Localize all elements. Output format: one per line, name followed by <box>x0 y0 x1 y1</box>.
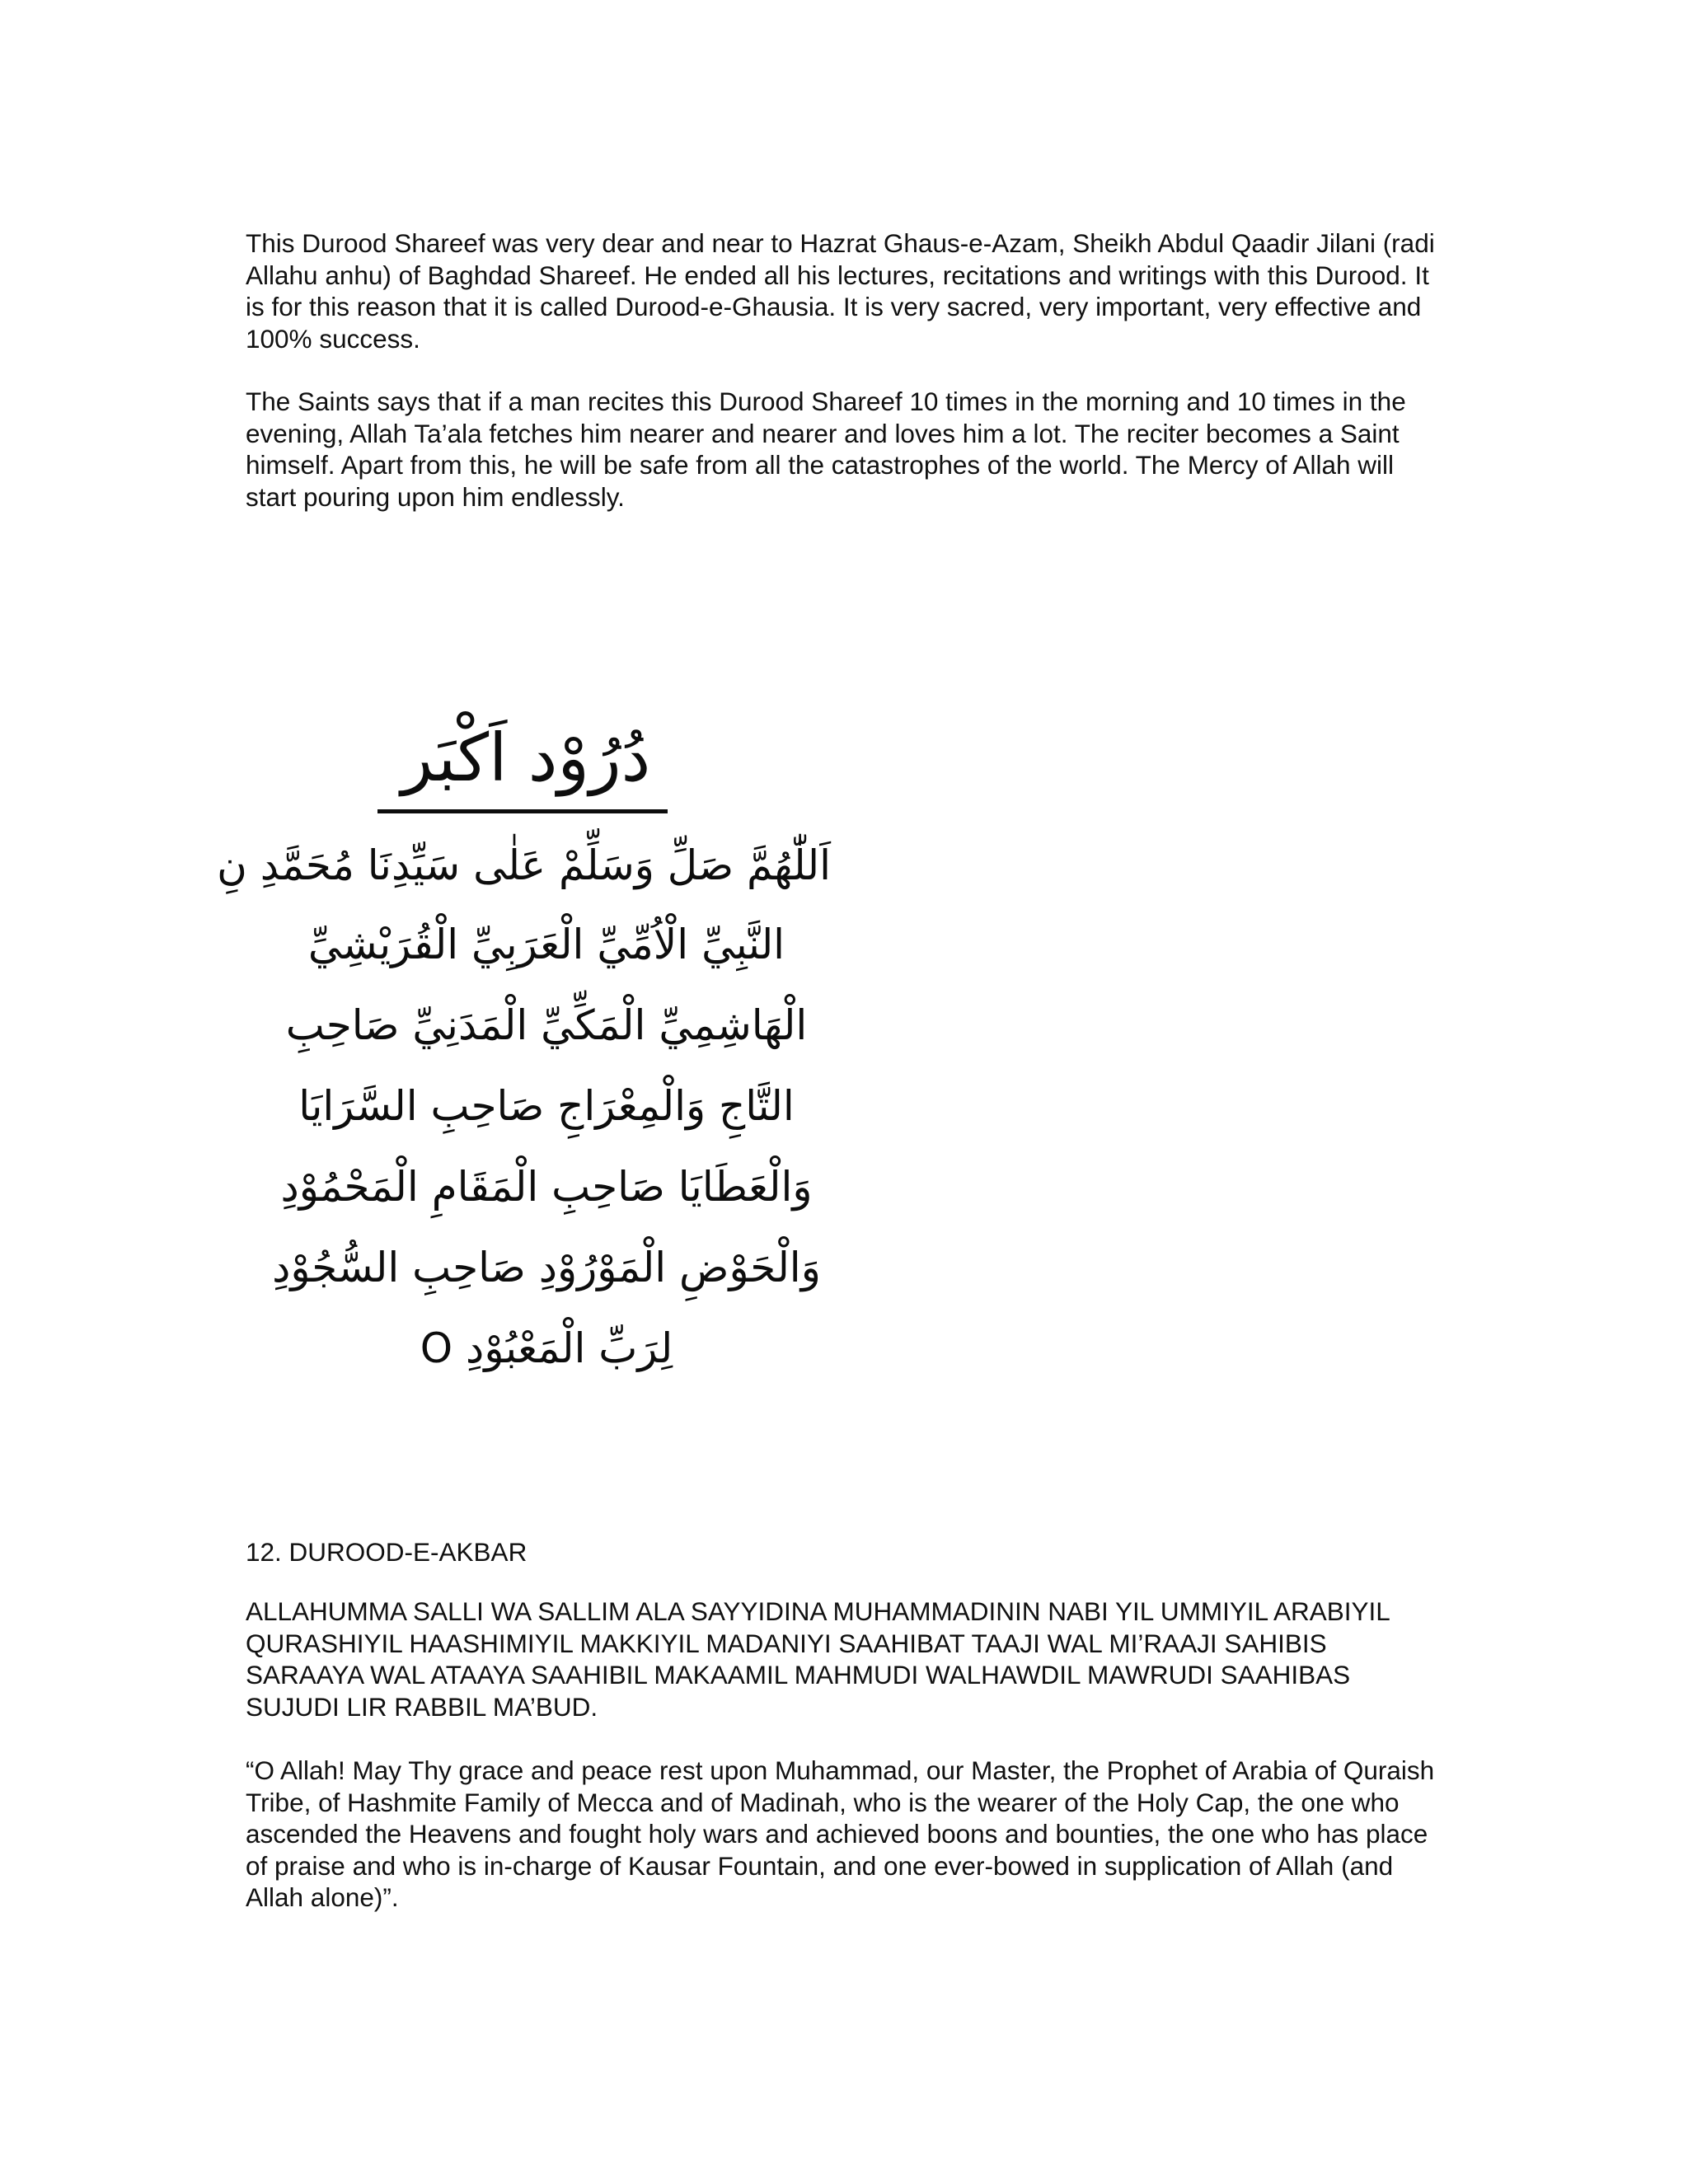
section-heading: 12. DUROOD-E-AKBAR <box>246 1537 528 1567</box>
arabic-line-1: اَللّٰهُمَّ صَلِّ وَسَلِّمْ عَلٰى سَيِّدِنَا مُحَمَّدِ نِ <box>217 841 831 889</box>
translation-paragraph: “O Allah! May Thy grace and peace rest upon Muhammad, our Master, the Prophet of Arabia of Quraish Tribe, of Hashmite Family of Mecca and of Madinah, who is the wearer of the Holy Cap, the one who ascended the Heavens and fought holy wars and achieved boons and bounties, the one who has place of praise and who is in-charge of Kausar Fountain, and one ever-bowed in supplication of Allah (and Allah alone)”. <box>246 1755 1435 1912</box>
arabic-line-2: النَّبِيِّ الْاُمِّيِّ الْعَرَبِيِّ الْقُرَيْشِيِّ <box>307 921 785 968</box>
arabic-line-4: التَّاجِ وَالْمِعْرَاجِ صَاحِبِ السَّرَايَا <box>298 1082 795 1130</box>
arabic-title: دُرُوْد اَكْبَر <box>401 719 651 796</box>
arabic-line-7: لِرَبِّ الْمَعْبُوْدِ O <box>420 1324 673 1372</box>
arabic-line-6: وَالْحَوْضِ الْمَوْرُوْدِ صَاحِبِ السُّجُوْدِ <box>272 1244 821 1291</box>
title-underline <box>377 809 668 813</box>
arabic-line-5: وَالْعَطَايَا صَاحِبِ الْمَقَامِ الْمَحْمُوْدِ <box>280 1163 813 1211</box>
intro-paragraph: This Durood Shareef was very dear and near to Hazrat Ghaus-e-Azam, Sheikh Abdul Qaadir Jilani (radi Allahu anhu) of Baghdad Shareef. He ended all his lectures, recitations and writings with this Durood. It is for this reason that it is called Durood-e-Ghausia. It is very sacred, very important, very effective and 100% success. <box>246 228 1435 354</box>
arabic-line-3: الْهَاشِمِيِّ الْمَكِّيِّ الْمَدَنِيِّ صَاحِبِ <box>285 1001 808 1049</box>
saints-paragraph: The Saints says that if a man recites this Durood Shareef 10 times in the morning and 10 times in the evening, Allah Ta’ala fetches him nearer and nearer and loves him a lot. The reciter becomes a Saint himself. Apart from this, he will be safe from all the catastrophes of the world. The Mercy of Allah will start pouring upon him endlessly. <box>246 387 1406 512</box>
transliteration-paragraph: ALLAHUMMA SALLI WA SALLIM ALA SAYYIDINA MUHAMMADININ NABI YIL UMMIYIL ARABIYIL QURASHIYIL HAASHIMIYIL MAKKIYIL MADANIYI SAAHIBAT TAAJI WAL MI’RAAJI SAHIBIS SARAAYA WAL ATAAYA SAAHIBIL MAKAAMIL MAHMUDI WALHAWDIL MAWRUDI SAAHIBAS SUJUDI LIR RABBIL MA’BUD. <box>246 1596 1390 1722</box>
arabic-durood-image <box>217 717 831 1434</box>
